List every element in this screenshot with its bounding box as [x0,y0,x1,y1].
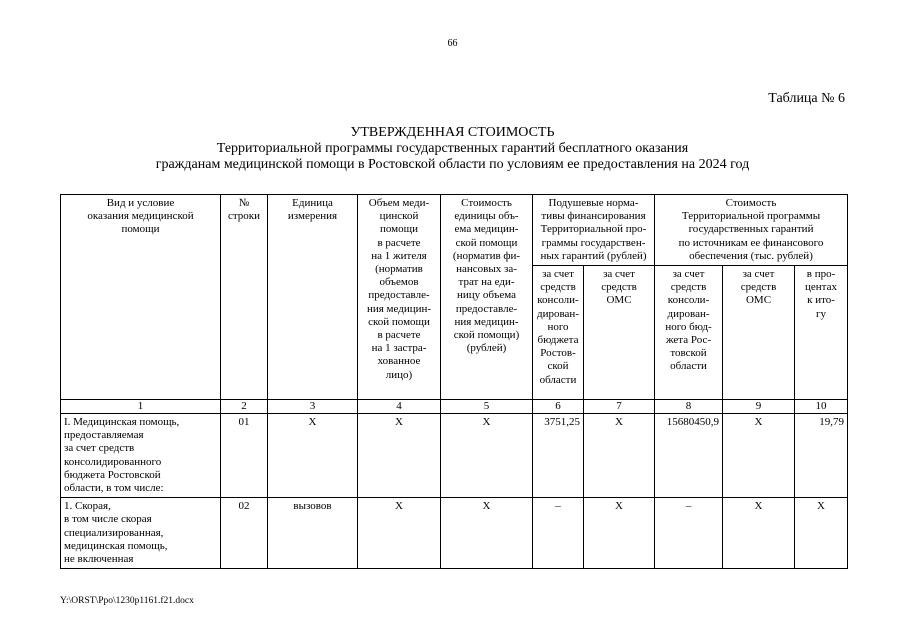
table-row [61,498,848,569]
cost-table [60,194,848,569]
table-caption: Таблица № 6 [768,91,845,106]
title-line-1: УТВЕРЖДЕННАЯ СТОИМОСТЬ [350,125,555,140]
header-volume: Объем меди- цинской помощи в расчете на 1 жителя (норматив объемов предоставле- ния медицин- ской помощи в расчете на 1 застра- хованное лицо) [358,195,441,400]
row-per-capita-budget: 3751,25 [533,414,584,498]
document-title [0,125,905,173]
row-total-oms: Х [723,414,795,498]
title-line-3: гражданам медицинской помощи в Ростовской области по условиям ее предоставления на 2024 год [155,157,750,172]
row-service-name: 1. Скорая, в том числе скорая специализированная, медицинская помощь, не включенная [61,498,221,569]
column-number: 3 [268,400,358,414]
row-line-number: 02 [221,498,268,569]
row-total-budget: – [655,498,723,569]
row-unit: вызовов [268,498,358,569]
table-row [61,414,848,498]
row-unit-cost: Х [441,414,533,498]
row-volume: Х [358,414,441,498]
page-number: 66 [447,38,458,49]
column-number: 10 [795,400,848,414]
header-row-top [61,195,848,266]
header-line-number: № строки [221,195,268,400]
row-per-capita-oms: Х [584,414,655,498]
header-unit: Единица измерения [268,195,358,400]
row-percent: Х [795,498,848,569]
title-line-2: Территориальной программы государственных гарантий бесплатного оказания [216,141,689,156]
header-service-type: Вид и условие оказания медицинской помощи [61,195,221,400]
column-number: 2 [221,400,268,414]
column-number: 9 [723,400,795,414]
column-number-row [61,400,848,414]
header-program-cost-group: Стоимость Территориальной программы государственных гарантий по источникам ее финансового обеспечения (тыс. рублей) [655,195,848,266]
row-per-capita-budget: – [533,498,584,569]
header-per-capita-oms: за счет средств ОМС [584,266,655,400]
row-total-oms: Х [723,498,795,569]
footer-file-path: Y:\ORST\Ppo\1230p1161.f21.docx [60,596,194,606]
row-unit: Х [268,414,358,498]
row-percent: 19,79 [795,414,848,498]
column-number: 8 [655,400,723,414]
row-total-budget: 15680450,9 [655,414,723,498]
column-number: 6 [533,400,584,414]
header-percent: в про- центах к ито- гу [795,266,848,400]
row-per-capita-oms: Х [584,498,655,569]
header-total-budget: за счет средств консоли- дирован- ного бюд- жета Рос- товской области [655,266,723,400]
row-unit-cost: Х [441,498,533,569]
row-line-number: 01 [221,414,268,498]
column-number: 5 [441,400,533,414]
header-total-oms: за счет средств ОМС [723,266,795,400]
column-number: 4 [358,400,441,414]
header-unit-cost: Стоимость единицы объ- ема медицин- ской помощи (норматив фи- нансовых за- трат на еди- ницу объема предоставле- ния медицин- ской помощи) (рублей) [441,195,533,400]
row-volume: Х [358,498,441,569]
header-per-capita-group: Подушевые норма- тивы финансирования Территориальной про- граммы государствен- ных гарантий (рублей) [533,195,655,266]
column-number: 1 [61,400,221,414]
header-per-capita-budget: за счет средств консоли- дирован- ного бюджета Ростов- ской области [533,266,584,400]
column-number: 7 [584,400,655,414]
row-service-name: I. Медицинская помощь, предоставляемая за счет средств консолидированного бюджета Ростовской области, в том числе: [61,414,221,498]
